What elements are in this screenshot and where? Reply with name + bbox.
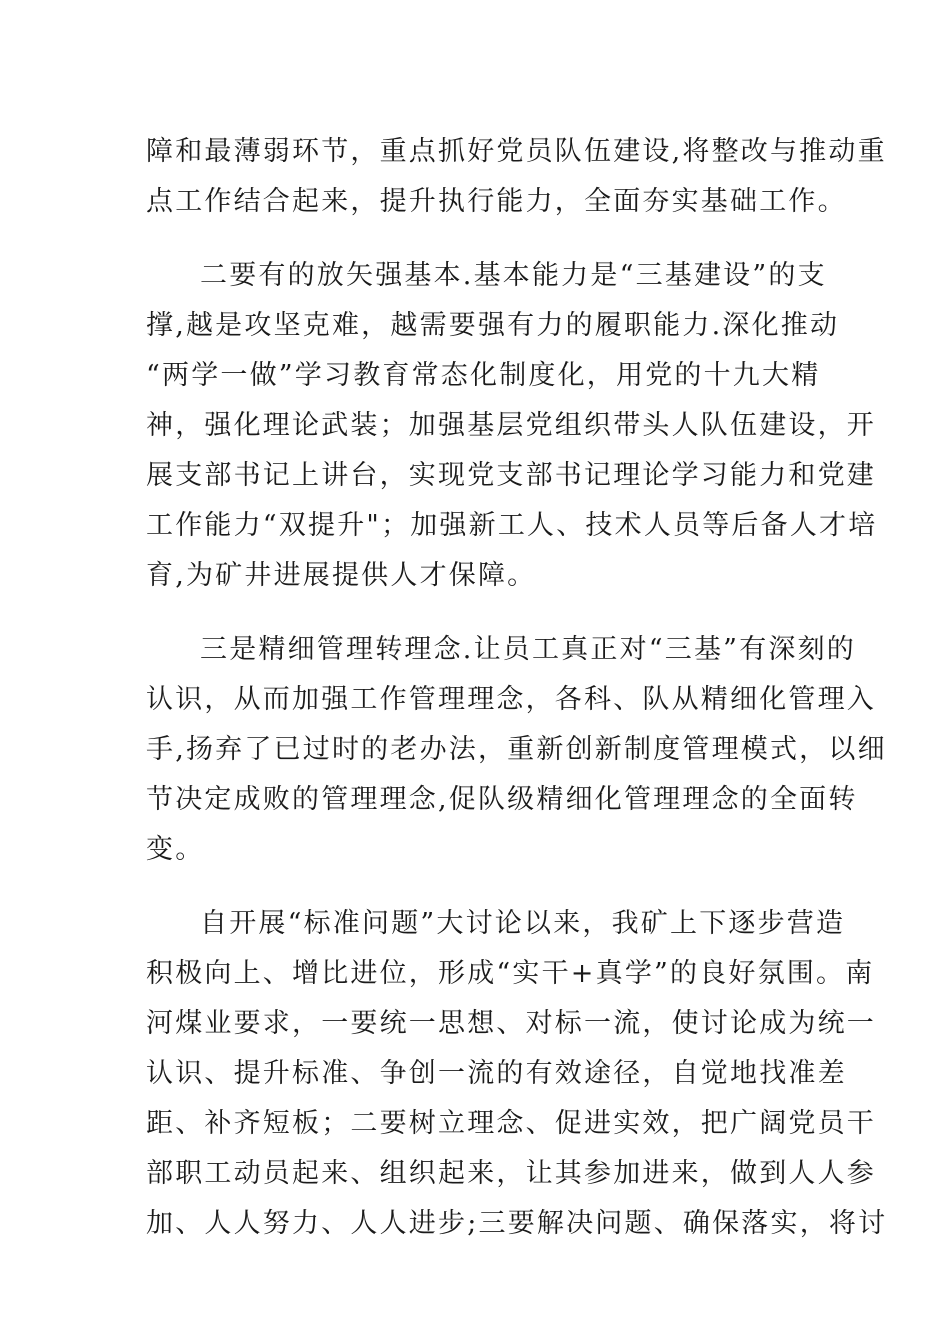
paragraph-2 <box>146 251 878 601</box>
text-line: “两学一做”学习教育常态化制度化，用党的十九大精 <box>146 360 821 391</box>
text-line: 节决定成败的管理理念,促队级精细化管理理念的全面转 <box>146 784 858 815</box>
text-line: 展支部书记上讲台，实现党支部书记理论学习能力和党建 <box>146 460 876 491</box>
text-line: 河煤业要求，一要统一思想、对标一流，使讨论成为统一 <box>146 1008 876 1039</box>
text-line: 手,扬弃了已过时的老办法，重新创新制度管理模式，以细 <box>146 734 887 765</box>
paragraph-4 <box>146 899 888 1249</box>
text-line: 加、人人努力、人人进步;三要解决问题、确保落实，将讨 <box>146 1208 888 1239</box>
text-line: 认识，从而加强工作管理理念，各科、队从精细化管理入 <box>146 684 876 715</box>
text-line: 点工作结合起来，提升执行能力，全面夯实基础工作。 <box>146 186 847 217</box>
text-line: 撑,越是攻坚克难，越需要强有力的履职能力.深化推动 <box>146 310 840 341</box>
document-page <box>146 127 888 1273</box>
text-line: 积极向上、增比进位，形成“实干+真学”的良好氛围。南 <box>146 958 875 989</box>
text-line: 工作能力“双提升"；加强新工人、技术人员等后备人才培 <box>146 510 878 541</box>
text-line: 认识、提升标准、争创一流的有效途径，自觉地找准差 <box>146 1058 847 1089</box>
text-line: 障和最薄弱环节，重点抓好党员队伍建设,将整改与推动重 <box>146 136 887 167</box>
text-line: 二要有的放矢强基本.基本能力是“三基建设”的支 <box>200 260 827 291</box>
text-line: 育,为矿井进展提供人才保障。 <box>146 560 537 591</box>
text-line: 神，强化理论武装；加强基层党组织带头人队伍建设，开 <box>146 410 876 441</box>
paragraph-3 <box>146 625 887 875</box>
text-line: 部职工动员起来、组织起来，让其参加进来，做到人人参 <box>146 1158 876 1189</box>
text-line: 自开展“标准问题”大讨论以来，我矿上下逐步营造 <box>200 908 846 939</box>
text-line: 三是精细管理转理念.让员工真正对“三基”有深刻的 <box>200 634 856 665</box>
text-line: 变。 <box>146 834 205 865</box>
text-line: 距、补齐短板；二要树立理念、促进实效，把广阔党员干 <box>146 1108 876 1139</box>
paragraph-1 <box>146 127 887 227</box>
